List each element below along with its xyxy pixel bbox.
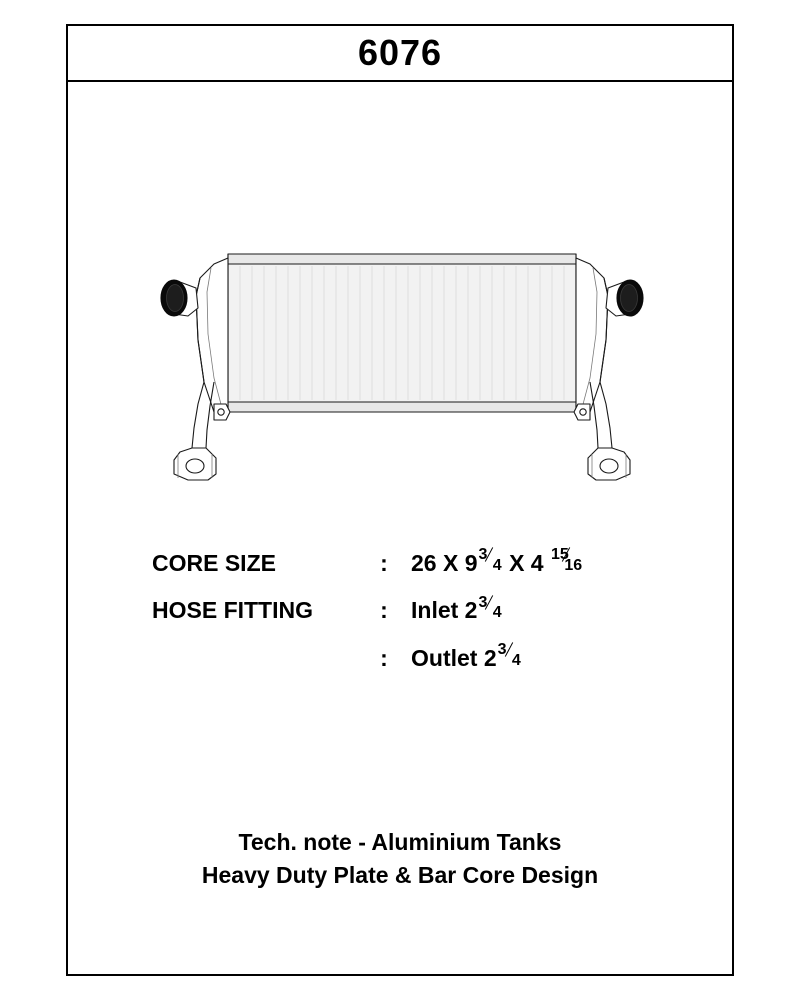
core-size-prefix: 26 X 9 [411,550,478,576]
core-body [228,254,576,412]
spec-label-hose-fitting: HOSE FITTING [152,597,313,624]
core-size-frac2-numerator: 15 [551,546,569,564]
title-block [68,26,732,82]
left-end-tank [161,258,230,480]
outlet-frac-denominator: 4 [511,651,521,669]
tech-note-line-1: Tech. note - Aluminium Tanks [238,829,562,855]
inlet-fraction [478,593,502,622]
core-size-mid: X 4 [509,550,544,576]
drawing-sheet [66,24,734,976]
intercooler-svg [68,82,736,562]
outlet-fraction [497,640,521,669]
spec-colon-inlet: : [380,597,388,624]
spec-label-core-size: CORE SIZE [152,550,276,576]
outlet-prefix: Outlet 2 [411,644,497,671]
core-size-frac1-denominator: 4 [492,556,502,574]
tech-note-line-2: Heavy Duty Plate & Bar Core Design [201,862,599,889]
spec-colon-outlet: : [380,644,388,671]
specification-list [68,546,732,693]
spec-row-hose-fitting-outlet [68,640,732,671]
spec-row-core-size [68,546,732,576]
inlet-frac-numerator: 3 [478,593,488,611]
spec-value-outlet [395,640,522,671]
inlet-frac-denominator: 4 [492,604,502,622]
intercooler-drawing [68,82,732,562]
right-end-tank [574,258,643,480]
outlet-frac-numerator: 3 [497,640,507,658]
spec-row-hose-fitting-inlet [68,593,732,624]
core-size-frac2-denominator: 16 [564,556,583,574]
spec-colon-core-size: : [380,550,388,576]
core-size-fraction-1 [478,546,502,574]
core-size-frac1-numerator: 3 [478,546,488,564]
core-size-fraction-2 [551,546,583,574]
page-title: 6076 [357,32,443,73]
inlet-prefix: Inlet 2 [411,597,478,624]
spec-value-inlet [395,593,503,624]
spec-value-core-size [395,546,583,576]
tech-note-block [68,826,732,893]
